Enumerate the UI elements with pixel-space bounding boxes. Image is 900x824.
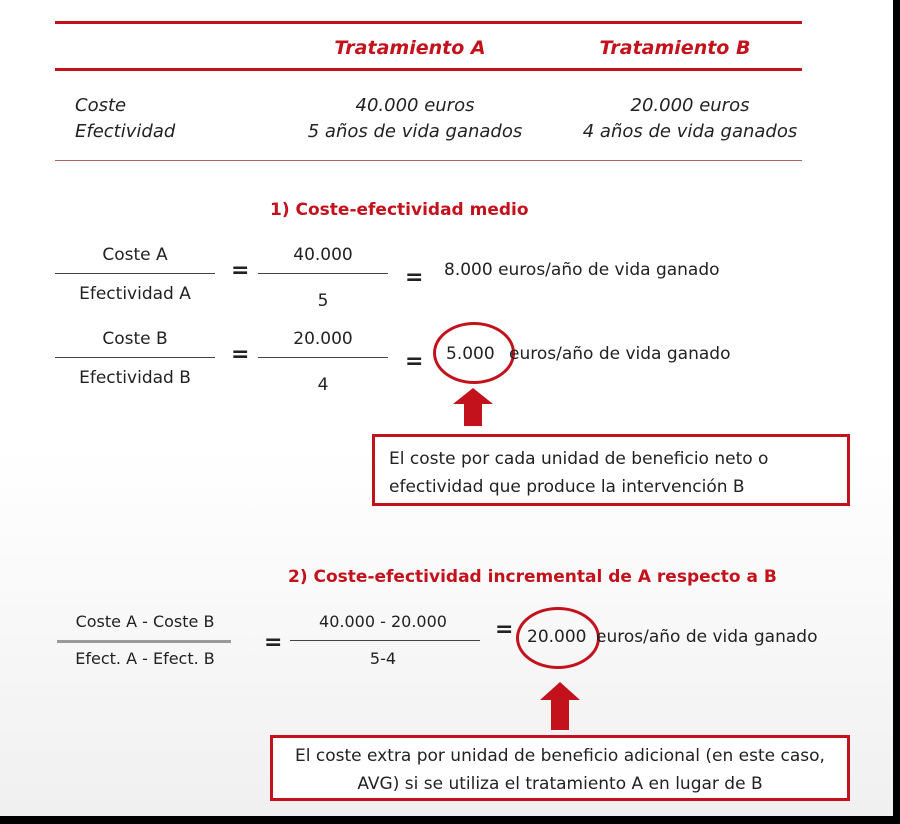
incremental-num-label: Coste A - Coste B [75, 612, 215, 631]
section1-title: 1) Coste-efectividad medio [270, 200, 529, 220]
section2-title: 2) Coste-efectividad incremental de A respecto a B [288, 567, 777, 587]
eq-b-equals-1: = [231, 342, 250, 367]
incremental-equals-1: = [264, 630, 283, 655]
eq-a-num-label: Coste A [102, 245, 168, 265]
b-cost-value: 20.000 euros [630, 95, 750, 116]
eq-a-den-label: Efectividad A [79, 284, 191, 304]
row-label-effectiveness: Efectividad [75, 121, 176, 142]
eq-a-den-value: 5 [317, 291, 329, 311]
a-effect-value: 5 años de vida ganados [307, 121, 523, 142]
section2-callout [270, 735, 850, 801]
incremental-label-line [57, 640, 231, 643]
section1-callout [372, 434, 850, 506]
eq-b-result-unit: euros/año de vida ganado [509, 344, 731, 364]
eq-b-equals-2: = [405, 349, 424, 374]
eq-a-num-value: 40.000 [293, 245, 353, 265]
section1-callout-text: El coste por cada unidad de beneficio neto o efectividad que produce la intervención B [389, 449, 769, 497]
eq-b-den-value: 4 [317, 375, 329, 395]
eq-a-value-line [258, 273, 388, 274]
eq-b-value-line [258, 357, 388, 358]
b-effect-value: 4 años de vida ganados [582, 121, 798, 142]
table-top-rule [55, 21, 802, 24]
incremental-num-value: 40.000 - 20.000 [319, 612, 447, 631]
incremental-result-unit: euros/año de vida ganado [596, 627, 818, 647]
eq-b-label-line [55, 357, 215, 358]
up-arrow-icon [540, 682, 580, 730]
eq-a-result: 8.000 euros/año de vida ganado [444, 260, 720, 280]
eq-b-num-label: Coste B [102, 329, 168, 349]
eq-b-num-value: 20.000 [293, 329, 353, 349]
table-bottom-rule [55, 160, 802, 161]
column-header-b: Tratamiento B [599, 37, 751, 59]
eq-b-result-value: 5.000 [446, 344, 495, 364]
column-header-a: Tratamiento A [334, 37, 486, 59]
eq-a-label-line [55, 273, 215, 274]
eq-a-equals-1: = [231, 258, 250, 283]
section2-callout-text: El coste extra por unidad de beneficio adicional (en este caso, AVG) si se utiliza el tratamiento A en lugar de B [295, 746, 825, 794]
row-label-cost: Coste [75, 95, 127, 116]
up-arrow-icon [453, 388, 493, 426]
incremental-result-value: 20.000 [527, 627, 587, 647]
eq-b-den-label: Efectividad B [79, 368, 191, 388]
incremental-den-label: Efect. A - Efect. B [75, 649, 215, 668]
eq-a-equals-2: = [405, 265, 424, 290]
a-cost-value: 40.000 euros [355, 95, 475, 116]
table-header-rule [55, 68, 802, 71]
incremental-equals-2: = [495, 617, 514, 642]
incremental-den-value: 5-4 [369, 649, 397, 668]
incremental-value-line [290, 640, 480, 641]
